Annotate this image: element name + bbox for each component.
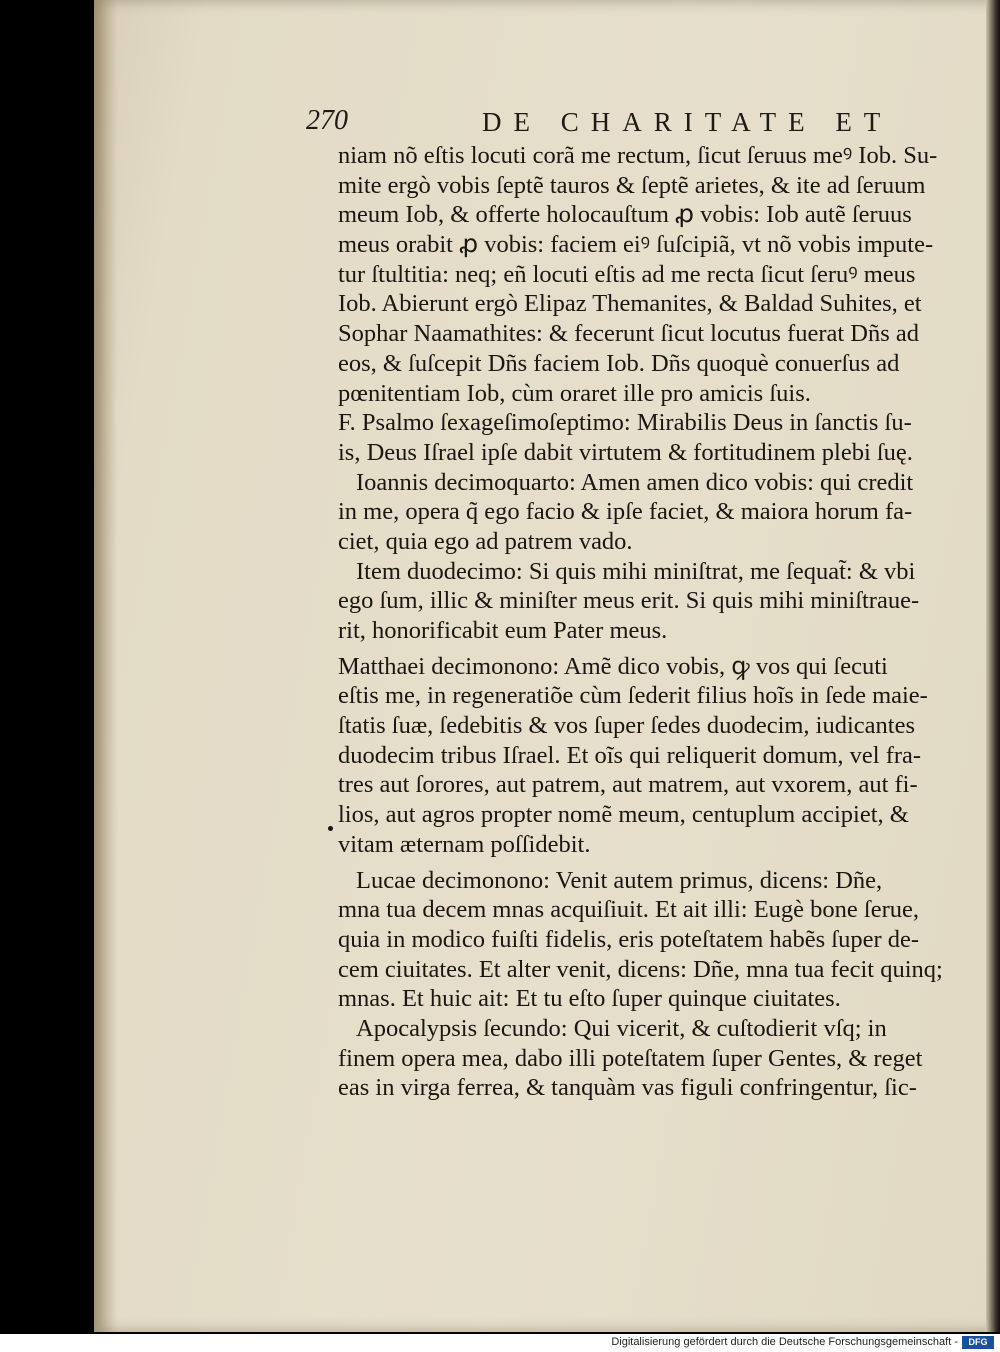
- text-line: pœnitentiam Iob, cùm oraret ille pro amicis ſuis.: [338, 379, 811, 407]
- text-line: Lucae decimonono: Venit autem primus, dicens: Dñe,: [356, 866, 883, 894]
- text-line: in me, opera q̃ ego facio & ipſe faciet, & maiora horum fa-: [338, 498, 913, 526]
- text-line: ego ſum, illic & miniſter meus erit. Si quis mihi miniſtraue-: [338, 587, 920, 615]
- text-line: mna tua decem mnas acquiſiuit. Et ait illi: Eugè bone ſerue,: [338, 896, 920, 924]
- dfg-logo-icon: DFG: [962, 1336, 994, 1349]
- text-line: Matthaei decimonono: Amẽ dico vobis, ꝙ vos qui ſecuti: [338, 652, 888, 680]
- text-line: eſtis me, in regeneratiõe cùm ſederit filius hoĩs in ſede maie-: [338, 682, 928, 710]
- text-line: cem ciuitates. Et alter venit, dicens: Dñe, mna tua fecit quinq;: [338, 955, 943, 983]
- text-line: niam nõ eſtis locuti corã me rectum, ſicut ſeruus meꝰ Iob. Su-: [338, 142, 938, 169]
- ink-mark: [328, 826, 333, 831]
- body-text: [338, 141, 988, 1103]
- text-line: vitam æternam poſſidebit.: [338, 830, 591, 858]
- text-line: quia in modico fuiſti fidelis, eris poteſtatem habẽs ſuper de-: [338, 925, 920, 953]
- funding-credit: Digitalisierung gefördert durch die Deutsche Forschungsgemeinschaft -: [611, 1336, 958, 1348]
- text-line: F. Psalmo ſexageſimoſeptimo: Mirabilis Deus in ſanctis ſu-: [338, 409, 912, 437]
- text-line: tres aut ſorores, aut patrem, aut matrem, aut vxorem, aut fi-: [338, 771, 918, 799]
- page-header: [306, 105, 906, 145]
- digitization-footer: [0, 1334, 1000, 1352]
- page-edge: [986, 0, 1000, 1332]
- text-line: is, Deus Iſrael ipſe dabit virtutem & fortitudinem plebi ſuę.: [338, 438, 913, 466]
- text-line: Iob. Abierunt ergò Elipaz Themanites, & Baldad Suhites, et: [338, 290, 922, 318]
- running-head: DE CHARITATE ET: [482, 107, 893, 137]
- text-line: mnas. Et huic ait: Et tu eſto ſuper quinque ciuitates.: [338, 985, 841, 1013]
- text-line: rit, honorificabit eum Pater meus.: [338, 617, 668, 644]
- page-number: 270: [306, 105, 348, 136]
- text-line: duodecim tribus Iſrael. Et oĩs qui reliquerit domum, vel fra-: [338, 741, 922, 769]
- text-line: ciet, quia ego ad patrem vado.: [338, 527, 633, 555]
- text-line: Apocalypsis ſecundo: Qui vicerit, & cuſtodierit vſq; in: [356, 1014, 887, 1042]
- text-line: ſtatis ſuæ, ſedebitis & vos ſuper ſedes duodecim, iudicantes: [338, 712, 916, 740]
- text-line: Ioannis decimoquarto: Amen amen dico vobis: qui credit: [356, 468, 914, 496]
- text-line: lios, aut agros propter nomẽ meum, centuplum accipiet, &: [338, 801, 909, 829]
- text-line: eas in virga ferrea, & tanquàm vas figuli confringentur, ſic-: [338, 1074, 917, 1102]
- text-line: meus orabit ꝓ vobis: faciem eiꝰ ſuſcipiã, vt nõ vobis impute-: [338, 231, 934, 259]
- text-line: meum Iob, & offerte holocauſtum ꝓ vobis: Iob autẽ ſeruus: [338, 201, 912, 229]
- text-line: Item duodecimo: Si quis mihi miniſtrat, me ſequat̃: & vbi: [356, 557, 916, 585]
- text-line: Sophar Naamathites: & fecerunt ſicut locutus fuerat Dñs ad: [338, 320, 920, 348]
- text-line: finem opera mea, dabo illi poteſtatem ſuper Gentes, & reget: [338, 1044, 923, 1072]
- text-line: eos, & ſuſcepit Dñs faciem Iob. Dñs quoquè conuerſus ad: [338, 349, 900, 377]
- text-line: mite ergò vobis ſeptẽ tauros & ſeptẽ arietes, & ite ad ſeruum: [338, 171, 926, 199]
- text-line: tur ſtultitia: neq; eñ locuti eſtis ad me recta ſicut ſeruꝰ meus: [338, 260, 916, 288]
